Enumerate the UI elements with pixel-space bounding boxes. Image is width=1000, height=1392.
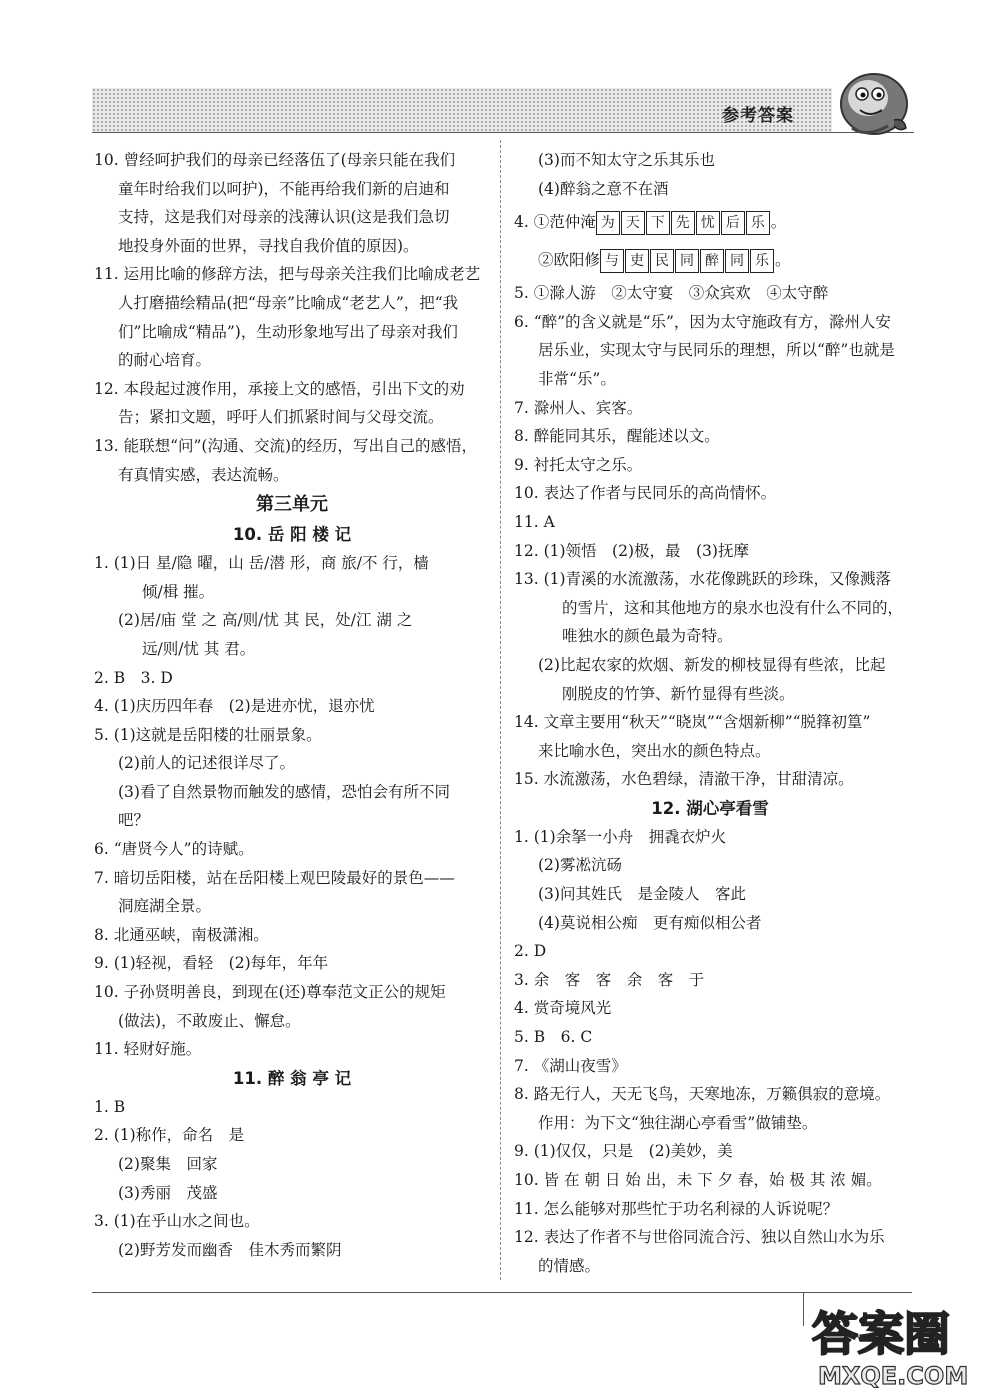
answer-line: 远/则/忧 其 君。 [142,639,256,658]
answer-box: 先 [671,211,695,235]
boxed-answer-line [514,203,906,241]
answer-line: 有真情实感，表达流畅。 [118,465,289,484]
answer-line: (3)问其姓氏 是金陵人 客此 [538,885,746,904]
answer-line: 10. 子孙贤明善良，到现在(还)尊奉范文正公的规矩 [94,983,446,1002]
answer-line: 非常“乐”。 [538,369,616,388]
answer-line: 9. (1)轻视，看轻 (2)每年，年年 [94,954,329,973]
answer-line: 作用：为下文“独往湖心亭看雪”做铺垫。 [538,1113,818,1132]
boxed-answer-suffix: 。 [775,251,791,270]
answer-line: 2. (1)称作，命名 是 [94,1126,245,1145]
answer-line: 4. (1)庆历四年春 (2)是进亦忧，退亦忧 [94,697,375,716]
answer-line: 5. ①滁人游 ②太守宴 ③众宾欢 ④太守醉 [514,284,829,303]
answer-line: (2)前人的记述很详尽了。 [118,754,295,773]
answer-line: 8. 路无行人，天无飞鸟，天寒地冻，万籁俱寂的意境。 [514,1085,891,1104]
answer-line: 9. (1)仅仅，只是 (2)美妙，美 [514,1142,733,1161]
answer-line: 5. B 6. C [514,1028,593,1047]
lesson-heading: 11. 醉 翁 亭 记 [232,1068,352,1088]
answer-line: (2)雾凇沆砀 [538,856,622,875]
answer-box: 后 [721,211,745,235]
answer-box: 乐 [746,211,770,235]
answer-box: 下 [646,211,670,235]
answer-line: (3)看了自然景物而触发的感情，恐怕会有所不同 [118,782,450,801]
footer-tick [803,1292,804,1326]
answer-line: 告；紧扣文题，呼吁人们抓紧时间与父母交流。 [118,408,444,427]
answer-line: 的雪片，这和其他地方的泉水也没有什么不同的， [562,598,904,617]
answer-box: 乐 [750,249,774,273]
answer-line: 1. B [94,1097,126,1116]
answer-line: 12. 本段起过渡作用，承接上文的感悟，引出下文的劝 [94,379,465,398]
answer-line: 9. 衬托太守之乐。 [514,455,643,474]
answer-line: 10. 表达了作者与民同乐的高尚情怀。 [514,484,777,503]
answer-line: 7. 《湖山夜雪》 [514,1056,627,1075]
answer-line: 14. 文章主要用“秋天”“晓岚”“含烟新柳”“脱箨初篁” [514,713,871,732]
unit-heading: 第三单元 [256,494,328,516]
answer-line: 居乐业，实现太守与民同乐的理想，所以“醉”也就是 [538,341,895,360]
answer-line: 人打磨描绘精品(把“母亲”比喻成“老艺人”，把“我 [118,293,459,312]
boxed-answer-prefix: ②欧阳修 [538,251,601,270]
answer-column-left [94,146,490,1264]
answer-line: 5. (1)这就是岳阳楼的壮丽景象。 [94,725,322,744]
answer-line: 刚脱皮的竹笋、新竹显得有些淡。 [562,684,795,703]
answer-box: 与 [600,249,624,273]
answer-line: 12. (1)领悟 (2)极，最 (3)抚摩 [514,541,749,560]
footer-rule [92,1292,912,1293]
answer-line: 10. 皆 在 朝 日 始 出，未 下 夕 春，始 极 其 浓 媚。 [514,1171,882,1189]
answer-line: 们”比喻成“精品”)，生动形象地写出了母亲对我们 [118,322,458,341]
answer-line: (2)聚集 回家 [118,1155,218,1173]
answer-column-right [514,146,906,1280]
watermark-logo [808,1296,978,1388]
page-header-title: 参考答案 [722,106,794,126]
boxed-answer-line [514,241,906,279]
answer-line: (4)醉翁之意不在酒 [538,179,669,198]
answer-line: 13. 能联想“问”(沟通、交流)的经历，写出自己的感悟， [94,436,478,455]
answer-line: (4)莫说相公痴 更有痴似相公者 [538,913,762,932]
answer-line: 的情感。 [538,1256,601,1275]
answer-line: 6. “唐贤今人”的诗赋。 [94,840,254,859]
answer-line: 6. “醉”的含义就是“乐”，因为太守施政有方，滁州人安 [514,312,891,331]
answer-line: 3. 余 客 客 余 客 于 [514,970,705,989]
answer-line: 唯独水的颜色最为奇特。 [562,627,733,646]
answer-line: (2)居/庙 堂 之 高/则/忧 其 民，处/江 湖 之 [118,611,413,630]
answer-line: 倾/楫 摧。 [142,582,215,601]
answer-box: 天 [621,211,645,235]
column-divider [500,140,501,1280]
answer-line: 11. 轻财好施。 [94,1040,202,1059]
boxed-answer-suffix: 。 [770,213,787,232]
lesson-heading: 10. 岳 阳 楼 记 [232,525,352,545]
answer-line: (3)而不知太守之乐其乐也 [538,151,715,169]
answer-line: 8. 醉能同其乐，醒能述以文。 [514,427,720,446]
answer-line: 13. (1)青溪的水流激荡，水花像跳跃的珍珠，又像溅落 [514,570,892,589]
answer-box: 同 [675,249,699,273]
answer-line: 10. 曾经呵护我们的母亲已经落伍了(母亲只能在我们 [94,151,456,169]
answer-line: 童年时给我们以呵护)，不能再给我们新的启迪和 [118,179,450,198]
answer-line: 3. (1)在乎山水之间也。 [94,1212,260,1231]
answer-line: 15. 水流激荡，水色碧绿，清澈干净，甘甜清凉。 [514,770,854,789]
watermark-url: MXQE.COM [818,1362,969,1388]
answer-line: 11. 运用比喻的修辞方法，把与母亲关注我们比喻成老艺 [94,265,481,284]
answer-line: 12. 表达了作者不与世俗同流合污、独以自然山水为乐 [514,1228,885,1247]
watermark-text: 答案圈 [812,1307,950,1361]
mascot-icon [830,62,916,142]
answer-line: 1. (1)日 星/隐 曜，山 岳/潜 形，商 旅/不 行，樯 [94,554,429,573]
answer-line: 来比喻水色，突出水的颜色特点。 [538,741,771,760]
answer-line: (3)秀丽 茂盛 [118,1183,218,1202]
answer-line: (做法)，不敢废止、懈怠。 [118,1011,301,1030]
boxed-answer-prefix: 4. ①范仲淹 [514,213,596,232]
answer-box: 醉 [700,249,724,273]
answer-box: 为 [596,211,620,235]
answer-line: 洞庭湖全景。 [118,897,212,916]
answer-box: 同 [725,249,749,273]
answer-line: (2)野芳发而幽香 佳木秀而繁阴 [118,1240,342,1259]
answer-line: 7. 滁州人、宾客。 [514,398,643,417]
answer-line: 地投身外面的世界，寻找自我价值的原因)。 [118,236,419,255]
answer-box: 忧 [696,211,720,235]
lesson-heading: 12. 湖心亭看雪 [651,798,769,818]
answer-box: 吏 [625,249,649,273]
answer-line: (2)比起农家的炊烟、新发的柳枝显得有些浓，比起 [538,655,886,674]
answer-line: 11. 怎么能够对那些忙于功名利禄的人诉说呢？ [514,1199,839,1218]
answer-line: 4. 赏奇境风光 [514,999,612,1018]
answer-line: 支持，这是我们对母亲的浅薄认识(这是我们急切 [118,208,450,227]
answer-line: 的耐心培育。 [118,351,212,370]
answer-line: 8. 北通巫峡，南极潇湘。 [94,925,269,944]
header-band [92,88,832,132]
answer-line: 吧？ [118,811,150,830]
answer-line: 11. A [514,512,555,531]
answer-line: 2. D [514,942,547,961]
answer-line: 2. B 3. D [94,668,173,687]
answer-line: 7. 暗切岳阳楼，站在岳阳楼上观巴陵最好的景色—— [94,868,455,887]
header-rule [92,132,914,133]
answer-box: 民 [650,249,674,273]
answer-line: 1. (1)余拏一小舟 拥毳衣炉火 [514,827,727,846]
